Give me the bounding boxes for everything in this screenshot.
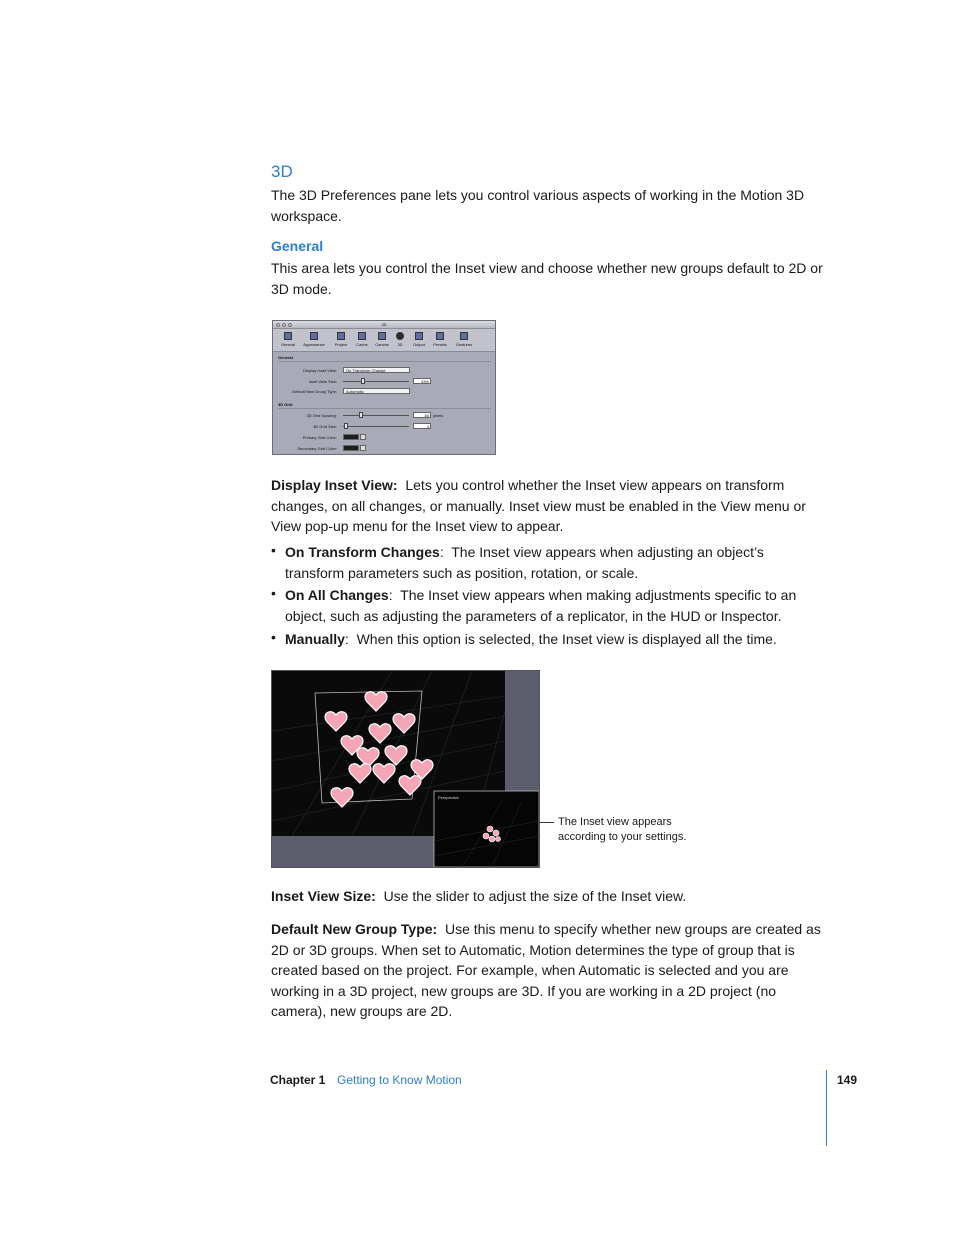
inset-size-paragraph — [271, 886, 827, 907]
general-paragraph: This area lets you control the Inset view and choose whether new groups default to 2D or 3D mode. — [271, 260, 823, 297]
grid-spacing-field[interactable]: 80 — [413, 412, 431, 418]
callout-line: The Inset view appears — [558, 816, 672, 828]
grid-section-title: 3D Grid — [278, 402, 293, 407]
general-section-title: General — [278, 355, 293, 360]
prefs-toolbar — [273, 329, 495, 352]
grid-size-field[interactable]: 4 — [413, 423, 431, 429]
tab-gestures[interactable] — [451, 332, 477, 347]
inset-label: Perspective — [438, 795, 459, 800]
term: Default New Group Type: — [271, 921, 438, 937]
list-item: Manually: When this option is selected, the Inset view is displayed all the time. — [285, 631, 777, 647]
canvas-icon — [378, 332, 386, 340]
tab-label: 3D — [397, 342, 403, 347]
window-title: 3D — [381, 322, 387, 327]
term: Inset View Size: — [271, 888, 376, 904]
bullet-marker: • — [271, 585, 276, 601]
section-heading: 3D — [271, 162, 293, 181]
secondary-color-button[interactable] — [360, 445, 366, 451]
list-item: On All Changes: The Inset view appears when making adjustments specific to an object, such as adjusting the parameters of a replicator, in the HUD or Inspector. — [285, 587, 797, 624]
footer-chapter-title[interactable]: Getting to Know Motion — [337, 1073, 462, 1087]
general-icon — [284, 332, 292, 340]
definition: Lets you control whether the Inset view appears on transform changes, on all changes, or manually. Inset view must be enabled in the View menu or View pop-up menu for the Inset view to appear. — [271, 477, 806, 534]
footer-chapter: Chapter 1 — [270, 1073, 326, 1087]
callout-line: according to your settings. — [558, 831, 687, 843]
definition: The Inset view appears when adjusting an object’s transform parameters such as position, rotation, or scale. — [285, 544, 764, 581]
canvas-callout — [558, 815, 686, 845]
display-inset-paragraph — [271, 475, 827, 537]
primary-color-well[interactable] — [343, 434, 359, 440]
list-item: On Transform Changes: The Inset view appears when adjusting an object’s transform parameters such as position, rotation, or scale. — [285, 544, 764, 581]
tab-label: Project — [334, 342, 348, 347]
3d-icon — [396, 332, 404, 340]
appearance-icon — [310, 332, 318, 340]
output-icon — [415, 332, 423, 340]
divider — [278, 361, 491, 362]
tab-label: Appearance — [303, 342, 325, 347]
tab-project[interactable] — [330, 332, 352, 347]
slider-knob[interactable] — [344, 423, 348, 429]
tab-output[interactable] — [408, 332, 430, 347]
divider — [278, 408, 491, 409]
grid-spacing-label: 3D Grid Spacing: — [306, 413, 337, 418]
default-group-label: Default New Group Type: — [292, 389, 337, 394]
canvas-illustration — [272, 671, 539, 867]
presets-icon — [436, 332, 444, 340]
display-inset-popup[interactable]: On Transform Change — [343, 367, 410, 373]
tab-3d[interactable] — [390, 332, 410, 347]
display-inset-label: Display Inset View: — [303, 368, 337, 373]
tab-label: Output — [412, 342, 425, 347]
definition: When this option is selected, the Inset view is displayed all the time. — [356, 631, 777, 647]
preferences-window — [272, 320, 496, 455]
inset-size-slider[interactable] — [343, 381, 409, 382]
inset-size-label: Inset View Size: — [308, 379, 337, 384]
default-group-paragraph — [271, 919, 827, 1022]
grid-size-label: 3D Grid Size: — [313, 424, 337, 429]
default-group-popup[interactable]: Automatic — [343, 388, 410, 394]
general-heading: General — [271, 238, 324, 254]
bullet-marker: • — [271, 542, 276, 558]
secondary-color-well[interactable] — [343, 445, 359, 451]
secondary-color-label: Secondary Grid Color: — [297, 446, 337, 451]
tab-general[interactable] — [276, 332, 300, 347]
cache-icon — [358, 332, 366, 340]
tab-appearance[interactable] — [302, 332, 326, 347]
tab-label: Presets — [433, 342, 447, 347]
tab-label: General — [280, 342, 296, 347]
definition: Use the slider to adjust the size of the Inset view. — [383, 888, 687, 904]
grid-spacing-slider[interactable] — [343, 415, 409, 416]
footer-divider — [826, 1070, 827, 1146]
gestures-icon — [460, 332, 468, 340]
definition: Use this menu to specify whether new groups are created as 2D or 3D groups. When set to Automatic, Motion determines the type of group that is created based on the project. For example, when Automatic is selected and you are working in a 3D project, new groups are 3D. If you are working in a 2D project (no camera), new groups are 2D. — [271, 921, 821, 1019]
term: Display Inset View: — [271, 477, 398, 493]
intro-paragraph: The 3D Preferences pane lets you control various aspects of working in the Motion 3D workspace. — [271, 187, 805, 224]
canvas-screenshot — [271, 670, 540, 868]
slider-knob[interactable] — [359, 412, 363, 418]
inset-size-field[interactable]: 33% — [413, 378, 431, 384]
grid-size-slider[interactable] — [343, 426, 409, 427]
page-number: 149 — [837, 1073, 858, 1087]
primary-color-button[interactable] — [360, 434, 366, 440]
term: On Transform Changes — [285, 544, 440, 560]
tab-label: Gestures — [455, 342, 473, 347]
window-titlebar — [273, 321, 495, 329]
tab-label: Canvas — [375, 342, 389, 347]
tab-label: Cache — [356, 342, 368, 347]
definition: The Inset view appears when making adjustments specific to an object, such as adjusting the parameters of a replicator, in the HUD or Inspector. — [285, 587, 797, 624]
tab-cache[interactable] — [351, 332, 373, 347]
bullet-marker: • — [271, 629, 276, 645]
term: On All Changes — [285, 587, 389, 603]
term: Manually — [285, 631, 345, 647]
callout-leader — [539, 822, 554, 823]
slider-knob[interactable] — [361, 378, 365, 384]
grid-spacing-unit: pixels — [433, 413, 444, 418]
tab-presets[interactable] — [429, 332, 451, 347]
project-icon — [337, 332, 345, 340]
primary-color-label: Primary Grid Color: — [302, 435, 337, 440]
